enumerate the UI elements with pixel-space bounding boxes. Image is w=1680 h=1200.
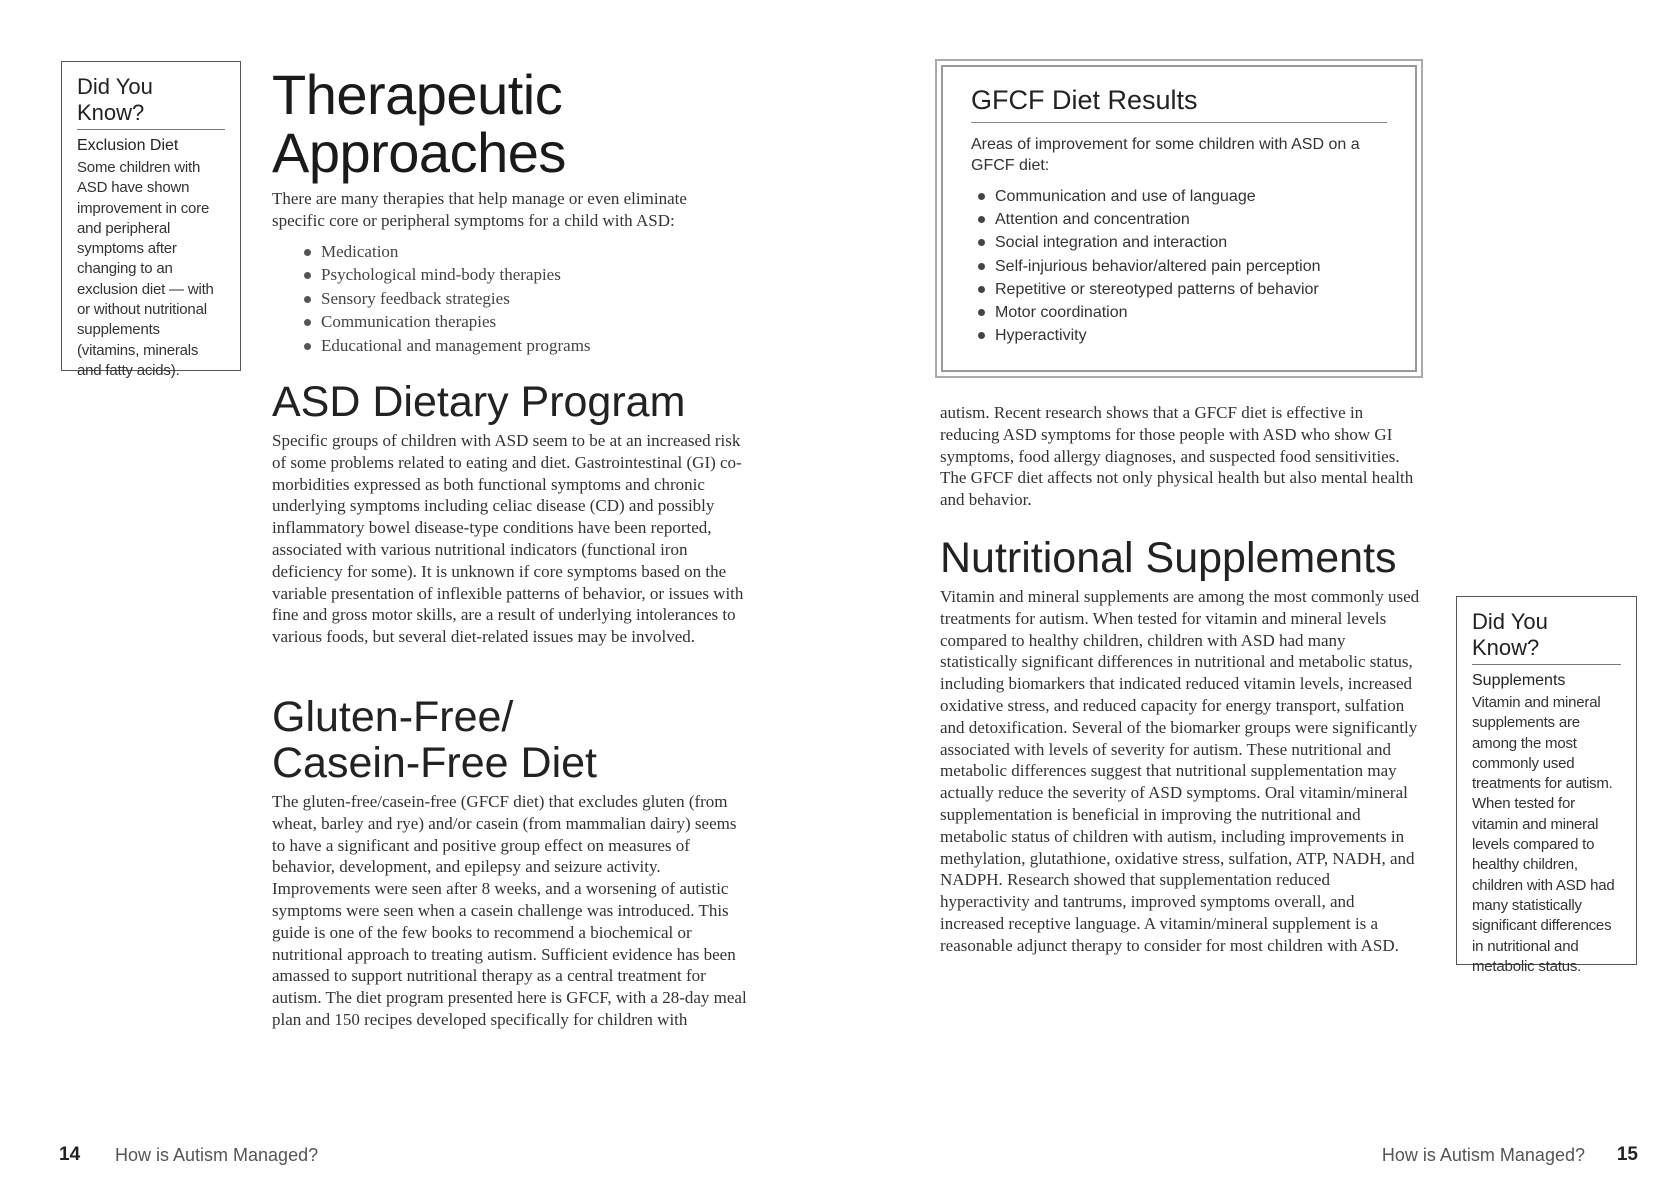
list-item: Self-injurious behavior/altered pain perception [971,255,1387,278]
did-you-know-subtitle: Exclusion Diet [77,137,179,154]
list-item: Communication therapies [304,310,762,334]
list-item: Psychological mind-body therapies [304,263,762,287]
gfcf-results-title: GFCF Diet Results [971,85,1387,123]
did-you-know-subtitle: Supplements [1472,672,1566,689]
running-footer-left: How is Autism Managed? [115,1145,319,1165]
did-you-know-exclusion-diet [61,61,241,379]
gfcf-results-list [971,185,1387,347]
therapeutic-title-line2: Approaches [272,121,566,184]
did-you-know-title: Did You Know? [77,74,225,130]
therapeutic-approaches-section [272,63,762,357]
supplements-title: Nutritional Supplements [940,534,1397,582]
list-item: Medication [304,240,762,264]
gfcf-results-box [935,59,1423,378]
running-footer-right: How is Autism Managed? [1381,1145,1585,1165]
list-item: Hyperactivity [971,324,1387,347]
dietary-program-title: ASD Dietary Program [272,378,686,426]
dietary-program-body: Specific groups of children with ASD seem to be at an increased risk of some problems related to eating and diet. Gastrointestinal (GI) co-morbidities expressed as both functional symptoms and chronic underlying symptoms including celiac disease (CD) and possibly inflammatory bowel disease-type conditions have been reported, associated with various nutritional indicators (functional iron deficiency for some). It is unknown if core symptoms based on the variable presentation of inflexible patterns of behavior, or issues with fine and gross motor skills, are a result of underlying intolerances to various foods, but several diet-related issues may be involved. [272,431,744,647]
list-item: Sensory feedback strategies [304,287,762,311]
did-you-know-supplements [1456,596,1637,975]
gfcf-diet-body: The gluten-free/casein-free (GFCF diet) that excludes gluten (from wheat, barley and rye) and/or casein (from mammalian dairy) seems to have a significant and positive group effect on measures of behavior, development, and epilepsy and seizure activity. Improvements were seen after 8 weeks, and a worsening of autistic symptoms were seen when a casein challenge was introduced. This guide is one of the few books to recommend a biochemical or nutritional approach to treating autism. Sufficient evidence has been amassed to support nutritional therapy as a central treatment for autism. The diet program presented here is GFCF, with a 28-day meal plan and 150 recipes developed specifically for children with [272,792,747,1029]
therapeutic-title-line1: Therapeutic [272,63,563,126]
supplements-body: Vitamin and mineral supplements are among the most commonly used treatments for autism. When tested for vitamin and mineral levels compared to healthy children, children with ASD had many statistically significant differences in nutritional and metabolic status, including biomarkers that indicated reduced vitamin levels, increased oxidative stress, and reduced capacity for energy transport, sulfation and detoxification. Several of the biomarker groups were significantly associated with levels of severity for autism. These nutritional and metabolic differences suggest that nutritional supplementation may actually reduce the severity of ASD symptoms. Oral vitamin/mineral supplementation is beneficial in improving the nutritional and metabolic status of children with autism, including improvements in methylation, glutathione, oxidative stress, sulfation, ATP, NADH, and NADPH. Research showed that supplementation reduced hyperactivity and tantrums, improved symptoms overall, and increased receptive language. A vitamin/mineral supplement is a reasonable adjunct therapy to consider for most children with ASD. [940,587,1420,955]
did-you-know-title: Did You Know? [1472,609,1621,665]
gfcf-title-line2: Casein-Free Diet [272,739,597,787]
dietary-program-section [272,379,762,648]
therapeutic-intro: There are many therapies that help manage or even eliminate specific core or peripheral symptoms for a child with ASD: [272,189,687,230]
nutritional-supplements-section [940,535,1430,957]
did-you-know-body: Some children with ASD have shown improvement in core and peripheral symptoms after changing to an exclusion diet — with or without nutritional supplements (vitamins, minerals and fatty acids). [77,159,214,379]
gfcf-results-intro: Areas of improvement for some children with ASD on a GFCF diet: [971,136,1360,174]
gfcf-results-inner [941,65,1417,372]
gfcf-title-line1: Gluten-Free/ [272,693,514,741]
page-number-left: 14 [59,1144,81,1165]
therapy-list [304,240,762,358]
gfcf-diet-section [272,694,762,1031]
list-item: Motor coordination [971,301,1387,324]
page-number-right: 15 [1616,1144,1638,1165]
gfcf-continuation-text: autism. Recent research shows that a GFCF diet is effective in reducing ASD symptoms for those people with ASD who show GI symptoms, food allergy diagnoses, and suspected food sensitivities. The GFCF diet affects not only physical health but also mental health and behavior. [940,403,1414,510]
list-item: Communication and use of language [971,185,1387,208]
list-item: Attention and concentration [971,208,1387,231]
list-item: Educational and management programs [304,334,762,358]
list-item: Social integration and interaction [971,231,1387,254]
list-item: Repetitive or stereotyped patterns of behavior [971,278,1387,301]
did-you-know-body: Vitamin and mineral supplements are among the most commonly used treatments for autism. When tested for vitamin and mineral levels compared to healthy children, children with ASD had many statistically significant differences in nutritional and metabolic status. [1472,694,1615,975]
